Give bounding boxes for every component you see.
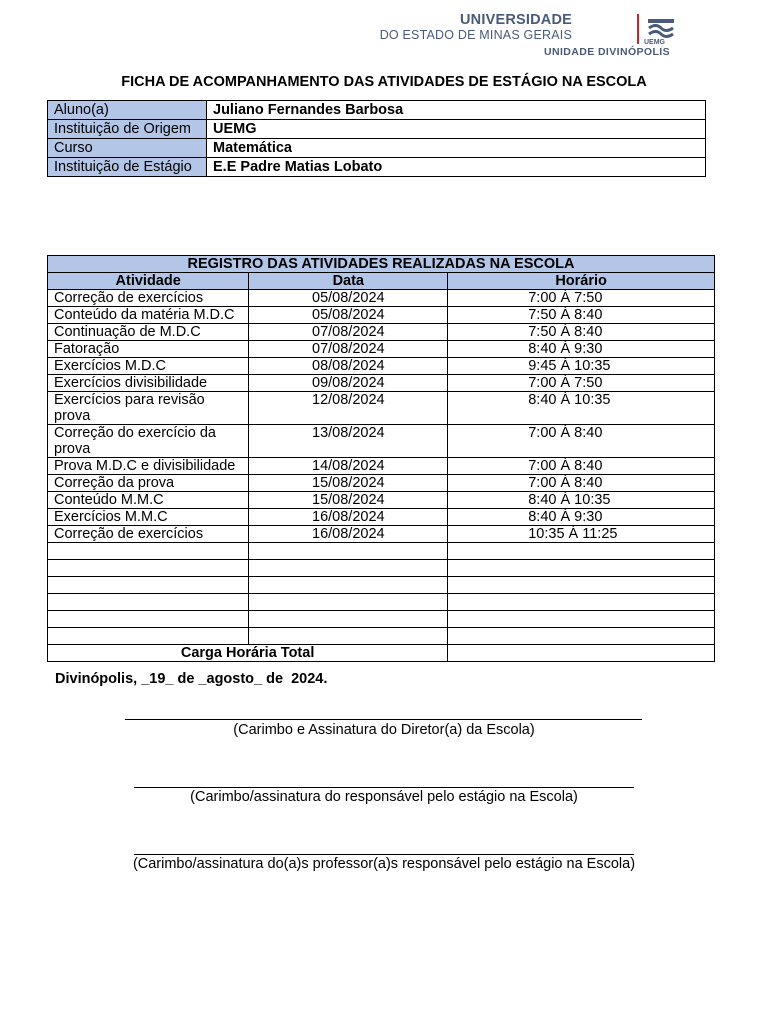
date-cell: 08/08/2024: [249, 358, 448, 375]
empty-cell: [249, 543, 448, 560]
time-cell: 7:50 Á 8:40: [448, 324, 715, 341]
logo-line-unit: UNIDADE DIVINÓPOLIS: [544, 46, 671, 58]
activity-cell: Exercícios para revisão prova: [48, 392, 249, 425]
date-cell: 12/08/2024: [249, 392, 448, 425]
activity-cell: Continuação de M.D.C: [48, 324, 249, 341]
info-value: UEMG: [207, 120, 706, 139]
table-row: [48, 458, 715, 475]
info-value: E.E Padre Matias Lobato: [207, 158, 706, 177]
date-cell: 15/08/2024: [249, 492, 448, 509]
date-cell: 07/08/2024: [249, 341, 448, 358]
logo-line-university: UNIVERSIDADE: [460, 12, 572, 28]
time-cell: 8:40 Á 10:35: [448, 392, 715, 425]
student-info-table: [47, 100, 706, 177]
activity-cell: Fatoração: [48, 341, 249, 358]
signature-line-director: [125, 719, 642, 720]
empty-cell: [48, 594, 249, 611]
time-cell: 7:00 Á 7:50: [448, 375, 715, 392]
date-cell: 14/08/2024: [249, 458, 448, 475]
table-row: [48, 307, 715, 324]
time-cell: 7:00 Á 8:40: [448, 425, 715, 458]
time-cell: 7:00 Á 7:50: [448, 290, 715, 307]
date-cell: 16/08/2024: [249, 526, 448, 543]
total-label: Carga Horária Total: [48, 645, 448, 662]
date-cell: 16/08/2024: [249, 509, 448, 526]
time-cell: 10:35 Á 11:25: [448, 526, 715, 543]
university-logo: [379, 12, 678, 60]
empty-table-row: [48, 594, 715, 611]
column-header-atividade: Atividade: [48, 273, 249, 290]
empty-cell: [448, 628, 715, 645]
table-row: [48, 375, 715, 392]
table-row: [48, 324, 715, 341]
activity-cell: Conteúdo da matéria M.D.C: [48, 307, 249, 324]
empty-cell: [249, 577, 448, 594]
activity-cell: Exercícios M.D.C: [48, 358, 249, 375]
total-row: [48, 645, 715, 662]
empty-table-row: [48, 577, 715, 594]
logo-line-state: DO ESTADO DE MINAS GERAIS: [379, 28, 572, 42]
table-row: [48, 492, 715, 509]
date-cell: 05/08/2024: [249, 307, 448, 324]
empty-cell: [249, 611, 448, 628]
info-label: Instituição de Origem: [48, 120, 207, 139]
empty-table-row: [48, 560, 715, 577]
activity-cell: Correção do exercício da prova: [48, 425, 249, 458]
logo-mark-label: UEMG: [644, 39, 665, 46]
empty-cell: [48, 543, 249, 560]
table-row: [48, 290, 715, 307]
empty-cell: [48, 560, 249, 577]
empty-table-row: [48, 628, 715, 645]
signature-caption-school-responsible: (Carimbo/assinatura do responsável pelo estágio na Escola): [190, 789, 578, 805]
time-cell: 7:00 Á 8:40: [448, 475, 715, 492]
column-header-data: Data: [249, 273, 448, 290]
empty-cell: [448, 577, 715, 594]
time-cell: 9:45 Á 10:35: [448, 358, 715, 375]
info-value: Juliano Fernandes Barbosa: [207, 101, 706, 120]
document-title: FICHA DE ACOMPANHAMENTO DAS ATIVIDADES DE ESTÁGIO NA ESCOLA: [121, 74, 647, 90]
table-row: [48, 475, 715, 492]
column-header-horario: Horário: [448, 273, 715, 290]
table-row: [48, 526, 715, 543]
activity-cell: Exercícios M.M.C: [48, 509, 249, 526]
date-cell: 05/08/2024: [249, 290, 448, 307]
info-row: [48, 139, 706, 158]
date-cell: 13/08/2024: [249, 425, 448, 458]
empty-cell: [448, 560, 715, 577]
info-value: Matemática: [207, 139, 706, 158]
activity-cell: Correção de exercícios: [48, 526, 249, 543]
empty-cell: [249, 594, 448, 611]
empty-cell: [48, 611, 249, 628]
activity-cell: Correção da prova: [48, 475, 249, 492]
empty-table-row: [48, 611, 715, 628]
activities-table: [47, 255, 715, 662]
activity-cell: Prova M.D.C e divisibilidade: [48, 458, 249, 475]
table-row: [48, 392, 715, 425]
activity-cell: Conteúdo M.M.C: [48, 492, 249, 509]
table-row: [48, 341, 715, 358]
table-row: [48, 425, 715, 458]
date-cell: 15/08/2024: [249, 475, 448, 492]
info-row: [48, 120, 706, 139]
logo-text-block: [332, 12, 572, 43]
time-cell: 8:40 Á 10:35: [448, 492, 715, 509]
empty-cell: [448, 594, 715, 611]
time-cell: 7:50 Á 8:40: [448, 307, 715, 324]
info-row: [48, 158, 706, 177]
info-row: [48, 101, 706, 120]
activities-heading: REGISTRO DAS ATIVIDADES REALIZADAS NA ESCOLA: [48, 256, 715, 273]
info-label: Aluno(a): [48, 101, 207, 120]
logo-separator: [637, 14, 639, 44]
empty-cell: [249, 560, 448, 577]
signature-line-professors: [134, 854, 634, 855]
empty-cell: [448, 543, 715, 560]
time-cell: 8:40 Á 9:30: [448, 509, 715, 526]
activity-cell: Correção de exercícios: [48, 290, 249, 307]
signature-caption-director: (Carimbo e Assinatura do Diretor(a) da Escola): [233, 722, 535, 738]
table-row: [48, 358, 715, 375]
empty-cell: [48, 628, 249, 645]
empty-cell: [249, 628, 448, 645]
signature-caption-professors: (Carimbo/assinatura do(a)s professor(a)s responsável pelo estágio na Escola): [132, 856, 636, 872]
table-row: [48, 509, 715, 526]
total-value: [448, 645, 715, 662]
time-cell: 7:00 Á 8:40: [448, 458, 715, 475]
date-cell: 07/08/2024: [249, 324, 448, 341]
empty-cell: [48, 577, 249, 594]
info-label: Instituição de Estágio: [48, 158, 207, 177]
empty-cell: [448, 611, 715, 628]
signature-line-school-responsible: [134, 787, 634, 788]
empty-table-row: [48, 543, 715, 560]
time-cell: 8:40 Á 9:30: [448, 341, 715, 358]
place-date: Divinópolis, _19_ de _agosto_ de 2024.: [55, 671, 328, 687]
date-cell: 09/08/2024: [249, 375, 448, 392]
info-label: Curso: [48, 139, 207, 158]
activity-cell: Exercícios divisibilidade: [48, 375, 249, 392]
